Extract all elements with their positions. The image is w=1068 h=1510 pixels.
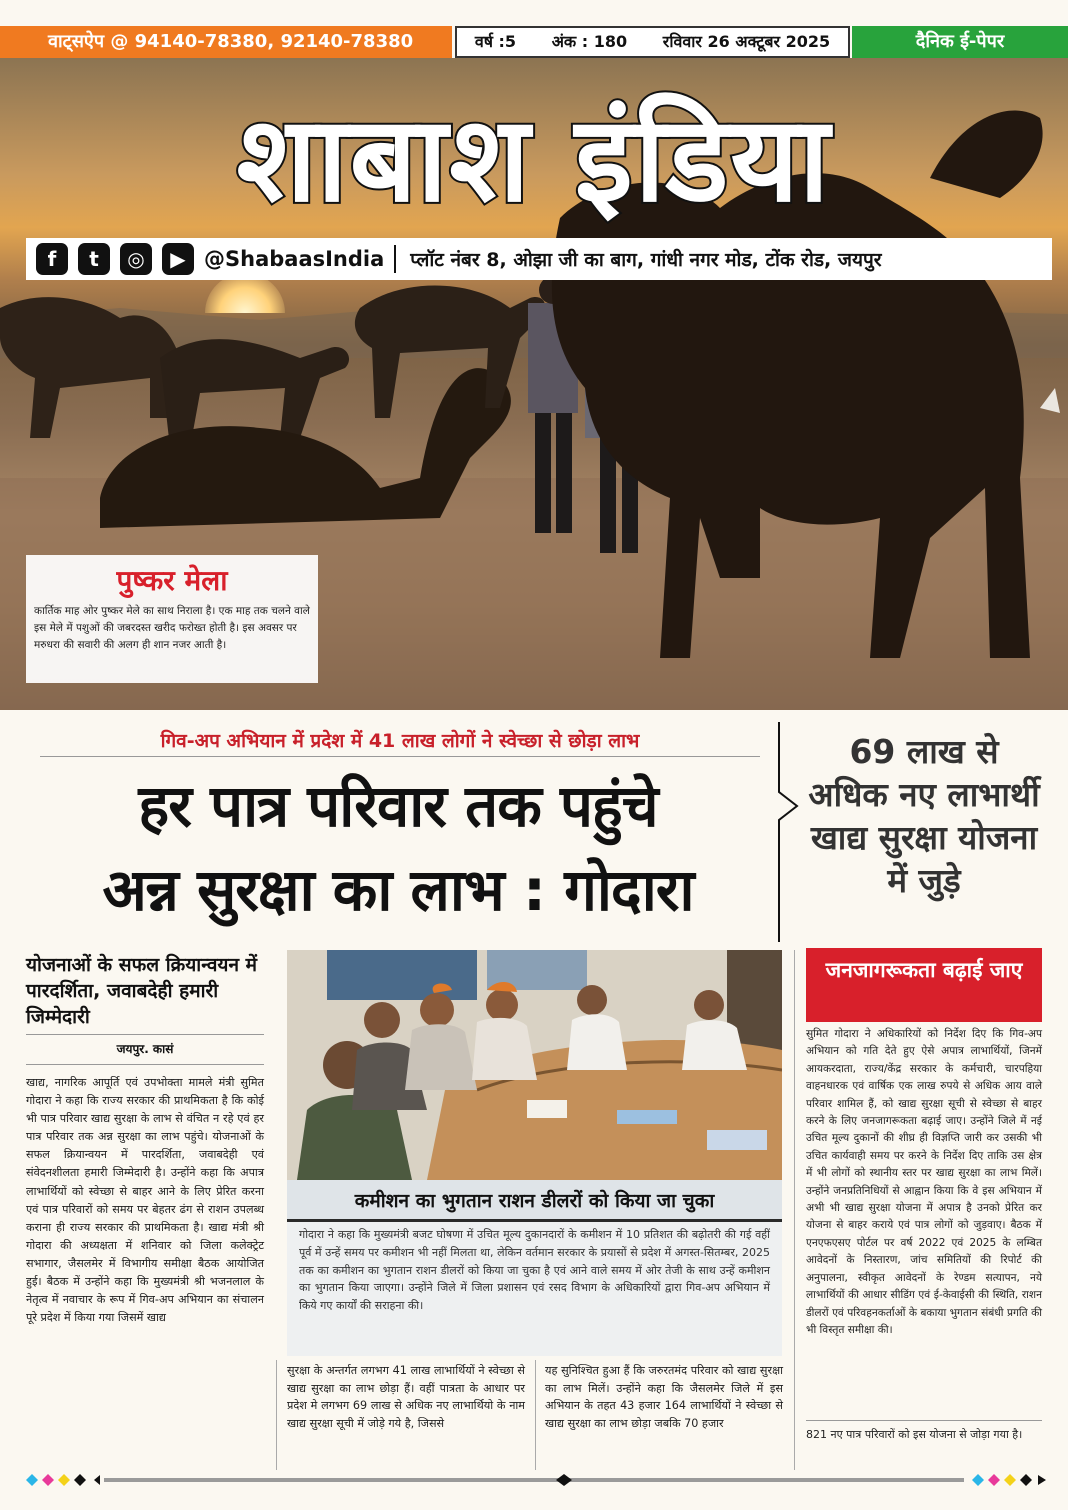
date-label: रविवार 26 अक्टूबर 2025 [662,32,831,51]
rule [26,1034,264,1035]
issue-info [455,26,850,58]
rule [26,1064,264,1065]
article-column-1: खाद्य, नागरिक आपूर्ति एवं उपभोक्ता मामले मंत्री सुमित गोदारा ने कहा कि राज्य सरकार की प्राथमिकता है कि कोई भी पात्र परिवार खाद्य सुरक्षा के लाभ से वंचित न रहे एवं हर पात्र परिवार तक अन्न सुरक्षा का लाभ पहुंचे। योजनाओं के सफल क्रियान्वयन में पारदर्शिता, जवाबदेही एवं संवेदनशीलता हमारी जिम्मेदारी है। उन्होंने कहा कि अपात्र लाभार्थियों को स्वेच्छा से बाहर आने के लिए प्रेरित करना एवं पात्र परिवारों को समय पर बेहतर ढंग से राशन उपलब्ध कराना ही राज्य सरकार की प्राथमिकता है। खाद्य मंत्री श्री गोदारा की अध्यक्षता में शनिवार को जिला कलेक्ट्रेट सभागार, जैसलमेर में विभागीय समीक्षा बैठक आयोजित हुई। बैठक में उन्होंने कहा कि मुख्यमंत्री श्री भजनलाल के नेतृत्व में नवाचार के रूप में गिव-अप अभियान का संचालन पूरे प्रदेश में किया गया जिसमें खाद्य [26,1076,264,1325]
masthead-title: शाबाश इंडिया [236,90,832,228]
photo-caption: कमीशन का भुगतान राशन डीलरों को किया जा चुका [354,1190,715,1212]
youtube-icon[interactable]: ▶ [162,243,194,275]
year-label: वर्ष :5 [474,32,517,51]
column-rule [535,1360,536,1470]
printer-registration-bar [26,1474,1046,1486]
article-byline: जयपुर. कासं [116,1042,174,1056]
meeting-photo [287,950,782,1180]
hero-photo [0,58,1068,710]
divider [394,245,396,273]
instagram-icon[interactable]: ◎ [120,243,152,275]
meeting-illustration [287,950,782,1180]
column-rule [276,1360,277,1470]
column-divider-zigzag [777,722,801,942]
sidebar-headline: 69 लाख से अधिक नए लाभार्थी खाद्य सुरक्षा योजना में जुड़े [808,732,1040,900]
headline-line-1: हर पात्र परिवार तक पहुंचे [138,772,658,840]
article-kicker: गिव-अप अभियान में प्रदेश में 41 लाख लोगों ने स्वेच्छा से छोड़ा लाभ [40,726,760,757]
article-column-2: सुरक्षा के अन्तर्गत लगभग 41 लाख लाभार्थियों ने स्वेच्छा से खाद्य सुरक्षा का लाभ छोड़ा हैं। वहीं पात्रता के आधार पर प्रदेश मे लगभग 69 लाख से अधिक नए लाभार्थियो के नाम खाद्य सुरक्षा सूची में जोड़े गये है, जिससे [287,1364,525,1430]
top-bar [0,0,1068,58]
pushkar-title: पुष्कर मेला [116,564,228,597]
column-rule [794,950,795,1470]
photo-caption-bar [287,1180,782,1222]
photo-body-text: गोदारा ने कहा कि मुख्यमंत्री बजट घोषणा में उचित मूल्य दुकानदारों के कमीशन में 10 प्रतिशत की बढ़ोतरी की गई वहीं पूर्व में उन्हें समय पर कमीशन भी नहीं मिलता था, लेकिन वर्तमान सरकार के प्रयासों से प्रदेश में अगस्त-सितम्बर, 2025 तक का कमीशन का भुगतान राशन डीलरों को किया जा चुका है एवं आने वाले समय में ओर तेजी के साथ उन्हें कमीशन का भुगतान किया जाएगा। उन्होंने जिले में जिला प्रशासन एवं रसद विभाग के अधिकारियों द्वारा गिव-अप अभियान में किये गए कार्यों की सराहना की। [287,1222,782,1356]
issue-label: अंक : 180 [551,32,628,51]
social-handle[interactable]: @ShabaasIndia [204,247,385,271]
edition-label: दैनिक ई-पेपर [852,26,1068,58]
pushkar-text: कार्तिक माह ओर पुष्कर मेले का साथ निराला है। एक माह तक चलने वाले इस मेले में पशुओं की जबरदस्त खरीद फरोख्त होती है। इस अवसर पर मरुधरा की सवारी की अलग ही शान नजर आती है। [34,605,310,651]
article-subhead: योजनाओं के सफल क्रियान्वयन में पारदर्शिता, जवाबदेही हमारी जिम्मेदारी [26,954,257,1028]
whatsapp-number: वाट्सऐप @ 94140-78380, 92140-78380 [0,26,452,58]
article-column-3: यह सुनिश्चित हुआ हैं कि जरुरतमंद परिवार को खाद्य सुरक्षा का लाभ मिलें। उन्होंने कहा कि जैसलमेर जिले में इस अभियान के तहत 43 हजार 164 लाभार्थियों ने स्वेच्छा से खाद्य सुरक्षा का लाभ छोड़ा जबकि 70 हजार [545,1364,783,1430]
article-headline [28,764,768,932]
sidebar-box-title: जनजागरूकता बढ़ाई जाए [806,948,1042,1022]
headline-line-2: अन्न सुरक्षा का लाभ : गोदारा [102,856,694,924]
pushkar-caption-box [26,555,318,683]
facebook-icon[interactable]: f [36,243,68,275]
twitter-icon[interactable]: t [78,243,110,275]
sidebar-rule [806,1420,1042,1421]
sidebar-body: सुमित गोदारा ने अधिकारियों को निर्देश दिए कि गिव-अप अभियान को गति देते हुए ऐसे अपात्र लाभार्थियों, जिनमें आयकरदाता, राज्य/केंद्र सरकार के कर्मचारी, चारपहिया वाहनधारक एवं वार्षिक एक लाख रुपये से अधिक आय वाले परिवार शामिल हैं, को खाद्य सुरक्षा सूची से स्वेच्छा से बाहर करने के लिए जनजागरूकता बढ़ाई जाए। उन्होंने जिले में नई उचित मूल्य दुकानों की शीघ्र ही विज्ञप्ति जारी कर उसकी भी उचित कार्यवाही समय पर करने के निर्देश दिए ताकि उस क्षेत्र में भी लोगों को स्थानीय स्तर पर खाद्य सुरक्षा का लाभ मिलें। उन्होंने जनप्रतिनिधियों से आह्वान किया कि वे इस अभियान में अभी भी खाद्य सुरक्षा योजना में अपात्र है उनको प्रेरित कर योजना से बाहर कराये एवं पात्र लोगों को जुड़वाए। बैठक में एनएफएसए पोर्टल पर वर्ष 2022 एवं 2025 के लम्बित आवेदनों के निस्तारण, जांच समितियों की रिपोर्ट की अनुपालना, स्वीकृत आवेदनों के रेण्डम सत्यापन, नये लाभार्थियों की आधार सीडिंग एवं ई-केवाईसी की स्थिति, राशन डीलरों एवं परिवहनकर्ताओं के बकाया भुगतान संबंधी प्रगति की भी विस्तृत समीक्षा की। [806,1028,1042,1336]
social-bar [26,238,1052,280]
office-address: प्लॉट नंबर 8, ओझा जी का बाग, गांधी नगर मोड, टोंक रोड, जयपुर [410,249,882,271]
sidebar-footer: 821 नए पात्र परिवारों को इस योजना से जोड़ा गया है। [806,1428,1023,1441]
